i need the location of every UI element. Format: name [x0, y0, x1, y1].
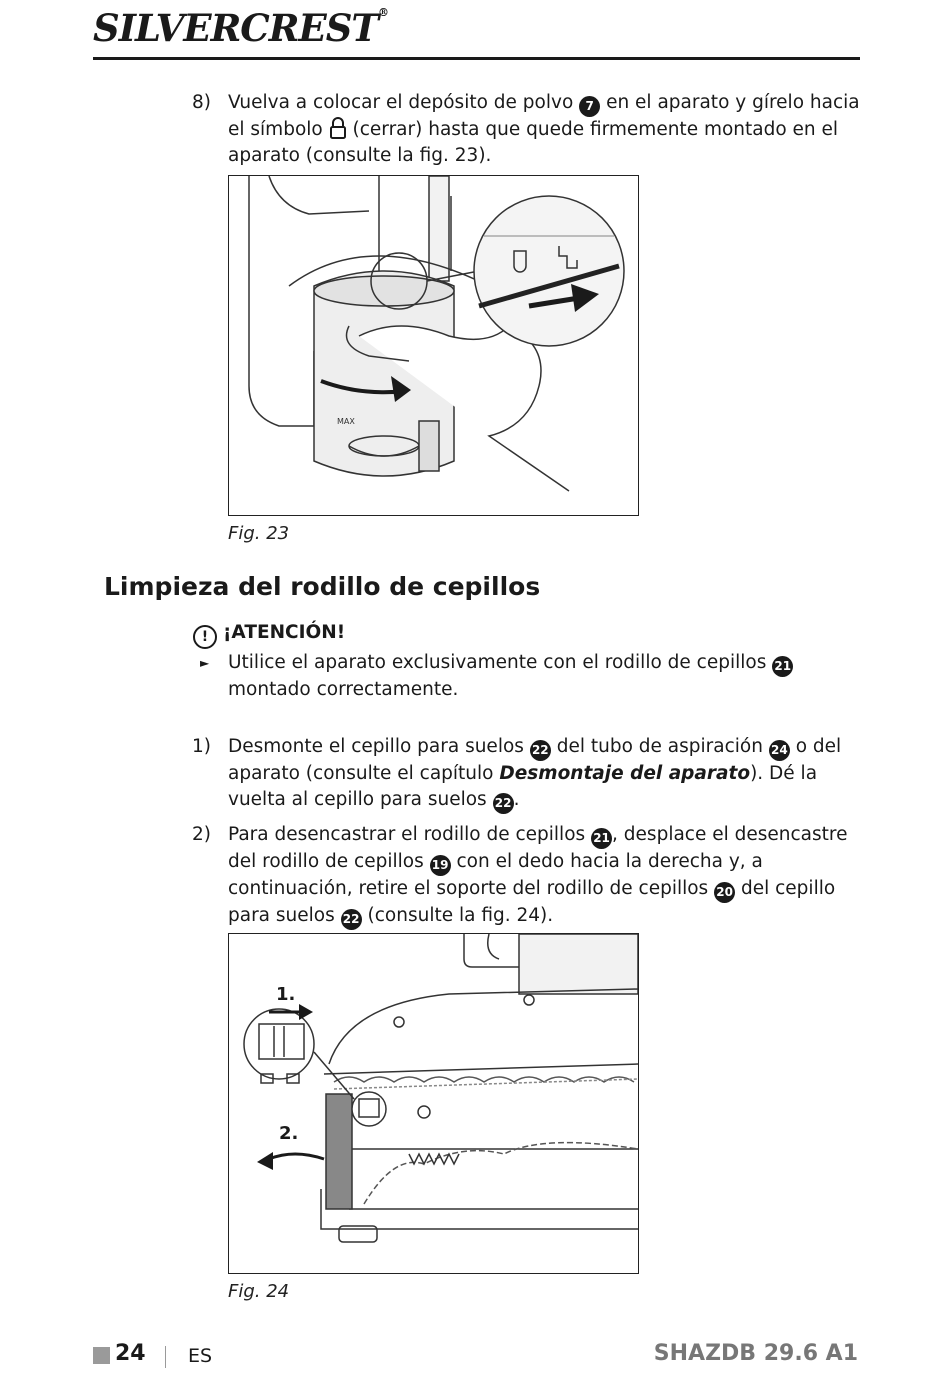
ref-badge: 21 — [772, 656, 793, 677]
step-label-1: 1. — [276, 984, 296, 1005]
step-text: Para desencastrar el rodillo de cepillos — [228, 824, 586, 845]
footer-marker — [93, 1347, 110, 1364]
step-number: 8) — [192, 92, 211, 113]
step-2 — [192, 822, 862, 930]
ref-badge: 22 — [530, 740, 551, 761]
max-label: MAX — [337, 417, 355, 426]
step-text: (cerrar) hasta que quede firmemente montado en el aparato (consulte la fig. 23). — [228, 119, 839, 166]
step-8 — [192, 90, 862, 169]
ref-badge: 7 — [579, 96, 600, 117]
step-text: del cepillo para suelos — [228, 878, 836, 926]
ref-badge: 22 — [341, 909, 362, 930]
step-text: Desmonte el cepillo para suelos — [228, 736, 524, 757]
dust-container-illustration — [229, 176, 638, 515]
step-text: del tubo de aspiración — [556, 736, 763, 757]
footer-divider — [165, 1346, 166, 1368]
model-number: SHAZDB 29.6 A1 — [653, 1341, 858, 1366]
language-code: ES — [188, 1345, 213, 1367]
section-title: Limpieza del rodillo de cepillos — [104, 572, 541, 601]
ref-badge: 24 — [769, 740, 790, 761]
step-text: en el aparato y gírelo hacia el símbolo — [228, 92, 860, 140]
step-text: o del aparato (consulte el capítulo — [228, 736, 842, 784]
figure-24 — [228, 933, 639, 1274]
page-number: 24 — [115, 1341, 146, 1366]
figure-caption: Fig. 24 — [228, 1281, 290, 1302]
warning-bullet — [200, 650, 840, 703]
warning-icon: ! — [193, 625, 217, 649]
step-text: , desplace el desencastre del rodillo de cepillos — [228, 824, 848, 872]
bullet-text: Utilice el aparato exclusivamente con el rodillo de cepillos — [228, 652, 767, 673]
step-text: con el dedo hacia la derecha y, a continuación, retire el soporte del rodillo de cepillos — [228, 851, 763, 899]
bullet-arrow-icon: ► — [200, 656, 210, 670]
step-text: . — [513, 789, 520, 810]
chapter-reference: Desmontaje del aparato — [499, 763, 751, 784]
step-text: Vuelva a colocar el depósito de polvo — [228, 92, 574, 113]
warning-heading: ! ¡ATENCIÓN! — [193, 622, 345, 649]
figure-caption: Fig. 23 — [228, 523, 290, 544]
step-text: ). Dé la vuelta al cepillo para suelos — [228, 763, 818, 810]
brush-roller-illustration — [229, 934, 638, 1273]
ref-badge: 19 — [430, 855, 451, 876]
step-label-2: 2. — [279, 1123, 299, 1144]
ref-badge: 20 — [714, 882, 735, 903]
step-1 — [192, 734, 862, 814]
bullet-text: montado correctamente. — [228, 679, 459, 700]
figure-23 — [228, 175, 639, 516]
step-number: 2) — [192, 824, 211, 845]
step-text: (consulte la fig. 24). — [367, 905, 554, 926]
ref-badge: 22 — [493, 793, 514, 814]
header-rule — [93, 57, 860, 60]
ref-badge: 21 — [591, 828, 612, 849]
brand-logo: SILVERCREST® — [93, 6, 388, 50]
step-number: 1) — [192, 736, 211, 757]
lock-icon — [329, 117, 347, 139]
